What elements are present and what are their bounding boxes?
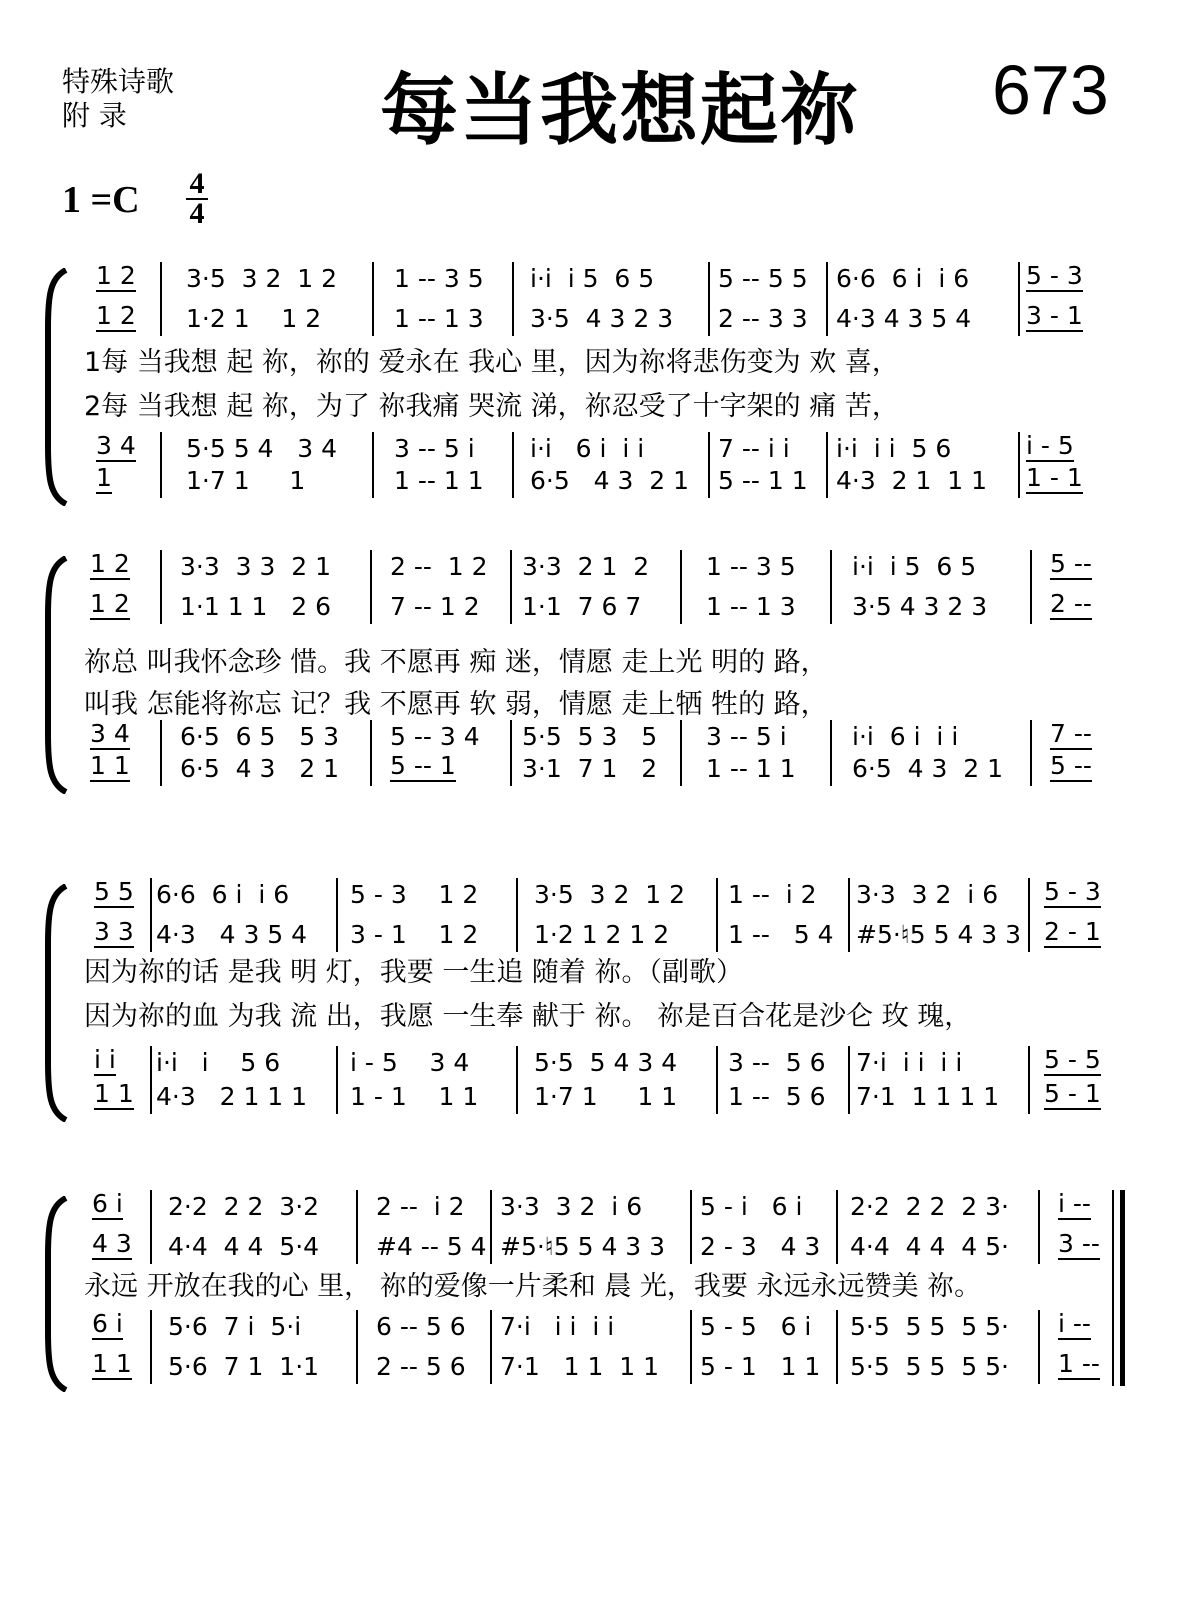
measure-3: 3 -- 5 i (394, 434, 475, 463)
notation-row-4 (0, 1080, 1200, 1114)
bar-line (160, 262, 162, 336)
measure-2: 3·3 3 3 2 1 (180, 552, 332, 581)
bar-line (372, 432, 374, 498)
measure-2: 6·5 4 3 2 1 (180, 754, 340, 783)
measure-1: 1 1 (90, 751, 130, 780)
bar-line (510, 550, 512, 624)
bar-line (826, 262, 828, 336)
measure-1: 1 1 (92, 1349, 132, 1378)
bar-line (370, 720, 372, 786)
measure-2: 6·6 6 i i 6 (156, 880, 290, 909)
notation-row-1 (0, 262, 1200, 296)
bar-line (150, 1190, 152, 1264)
measure-7: 3 - 1 (1026, 301, 1083, 330)
bar-line (690, 1310, 692, 1384)
measure-3: 3 - 1 1 2 (350, 920, 479, 949)
measure-5: 1 -- 3 5 (706, 552, 796, 581)
measure-6: 3·5 4 3 2 3 (852, 592, 988, 621)
notation-row-2 (0, 302, 1200, 336)
measure-6: 2·2 2 2 2 3· (850, 1192, 1010, 1221)
bar-line (160, 432, 162, 498)
measure-7: 1 -- (1058, 1349, 1100, 1378)
notation-row-4 (0, 752, 1200, 786)
bar-line (830, 550, 832, 624)
measure-6: 5·5 5 5 5 5· (850, 1312, 1010, 1341)
notation-row-4 (0, 1350, 1200, 1384)
measure-3: 7 -- 1 2 (390, 592, 480, 621)
measure-7: 1 - 1 (1026, 463, 1083, 492)
measure-5: 1 -- 1 1 (706, 754, 796, 783)
measure-6: 3·3 3 2 i 6 (856, 880, 999, 909)
bar-line (490, 1310, 492, 1384)
measure-2: 5·6 7 i 5·i (168, 1312, 302, 1341)
bar-line (680, 550, 682, 624)
bar-line (1028, 878, 1030, 952)
measure-3: 1 - 1 1 1 (350, 1082, 479, 1111)
bar-line (836, 1310, 838, 1384)
measure-6: 7·i i i i i (856, 1048, 963, 1077)
time-numerator: 4 (189, 167, 205, 200)
bar-line (1018, 262, 1020, 336)
measure-4: 3·3 2 1 2 (522, 552, 650, 581)
measure-6: 4·3 4 3 5 4 (836, 304, 972, 333)
measure-3: 5 -- 3 4 (390, 722, 480, 751)
lyric-line-1: 1每 当我想 起 祢，祢的 爱永在 我心 里，因为祢将悲伤变为 欢 喜， (84, 347, 899, 378)
measure-4: 5·5 5 3 5 (522, 722, 658, 751)
bar-line (1028, 1046, 1030, 1114)
measure-1: 6 i (92, 1309, 123, 1338)
measure-2: 2·2 2 2 3·2 (168, 1192, 320, 1221)
measure-5: 1 -- 5 6 (728, 1082, 826, 1111)
lyric-line-1: 因为祢的话 是我 明 灯，我要 一生追 随着 祢。（副歌） (84, 957, 743, 988)
measure-3: 5 - 3 1 2 (350, 880, 479, 909)
bar-line (1038, 1310, 1040, 1384)
measure-4: 3·5 4 3 2 3 (530, 304, 674, 333)
bar-line (512, 262, 514, 336)
notation-row-3 (0, 1046, 1200, 1080)
bar-line (160, 720, 162, 786)
measure-4: 1·7 1 1 1 (534, 1082, 678, 1111)
bar-line (150, 1046, 152, 1114)
measure-4: 3·5 3 2 1 2 (534, 880, 686, 909)
key-signature: 1 =C (62, 179, 140, 221)
measure-1: 1 2 (90, 589, 130, 618)
measure-7: 5 -- (1050, 751, 1092, 780)
measure-1: 3 4 (90, 719, 130, 748)
measure-3: 1 -- 3 5 (394, 264, 484, 293)
bar-line (150, 878, 152, 952)
bar-line (336, 1046, 338, 1114)
notation-row-2 (0, 918, 1200, 952)
measure-5: 1 -- 5 4 (728, 920, 834, 949)
final-barline (1112, 1190, 1125, 1386)
measure-5: 3 -- 5 i (706, 722, 787, 751)
measure-4: i·i i 5 6 5 (530, 264, 655, 293)
measure-3: 6 -- 5 6 (376, 1312, 466, 1341)
lyric-line-2: 因为祢的血 为我 流 出，我愿 一生奉 献于 祢。 祢是百合花是沙仑 玫 瑰， (84, 1001, 972, 1032)
measure-6: i·i 6 i i i (852, 722, 959, 751)
measure-1: 1 2 (96, 261, 136, 290)
measure-6: 4·3 2 1 1 1 (836, 466, 988, 495)
measure-6: i·i i 5 6 5 (852, 552, 977, 581)
bar-line (708, 262, 710, 336)
measure-1: 3 4 (96, 431, 136, 460)
measure-7: 2 -- (1050, 589, 1092, 618)
bar-line (372, 262, 374, 336)
measure-3: 2 -- 1 2 (390, 552, 488, 581)
bar-line (1030, 720, 1032, 786)
measure-3: 2 -- i 2 (376, 1192, 465, 1221)
measure-2: 4·3 2 1 1 1 (156, 1082, 308, 1111)
measure-4: 3·3 3 2 i 6 (500, 1192, 643, 1221)
measure-4: #5·♮5 5 4 3 3 (500, 1232, 666, 1261)
measure-4: 3·1 7 1 2 (522, 754, 658, 783)
bar-line (160, 550, 162, 624)
measure-5: 2 - 3 4 3 (700, 1232, 821, 1261)
measure-7: 5 - 5 (1044, 1045, 1101, 1074)
bar-line (826, 432, 828, 498)
lyric-line-1: 祢总 叫我怀念珍 惜。我 不愿再 痴 迷，情愿 走上光 明的 路， (84, 647, 828, 678)
measure-6: i·i i i 5 6 (836, 434, 952, 463)
bar-line (716, 878, 718, 952)
bar-line (1038, 1190, 1040, 1264)
measure-7: 5 -- (1050, 549, 1092, 578)
notation-row-2 (0, 1230, 1200, 1264)
bar-line (690, 1190, 692, 1264)
measure-4: 7·1 1 1 1 1 (500, 1352, 660, 1381)
measure-2: 4·3 4 3 5 4 (156, 920, 308, 949)
measure-7: 3 -- (1058, 1229, 1100, 1258)
bar-line (1018, 432, 1020, 498)
notation-row-3 (0, 432, 1200, 466)
notation-row-1 (0, 550, 1200, 584)
notation-row-3 (0, 1310, 1200, 1344)
measure-7: 2 - 1 (1044, 917, 1101, 946)
measure-3: 2 -- 5 6 (376, 1352, 466, 1381)
bar-line (516, 1046, 518, 1114)
measure-6: #5·♮5 5 4 3 3 (856, 920, 1022, 949)
category-line-2: 附 录 (62, 99, 127, 132)
measure-6: 4·4 4 4 4 5· (850, 1232, 1010, 1261)
bar-line (716, 1046, 718, 1114)
lyric-line-2: 2每 当我想 起 祢，为了 祢我痛 哭流 涕，祢忍受了十字架的 痛 苦， (84, 391, 899, 422)
measure-5: 1 -- 1 3 (706, 592, 796, 621)
measure-1: 1 2 (96, 301, 136, 330)
bar-line (356, 1190, 358, 1264)
measure-2: 4·4 4 4 5·4 (168, 1232, 320, 1261)
bar-line (848, 878, 850, 952)
measure-1: 1 1 (94, 1079, 134, 1108)
measure-1: 5 5 (94, 877, 134, 906)
measure-1: 3 3 (94, 917, 134, 946)
bar-line (510, 720, 512, 786)
measure-4: i·i 6 i i i (530, 434, 645, 463)
measure-3: i - 5 3 4 (350, 1048, 470, 1077)
measure-2: i·i i 5 6 (156, 1048, 281, 1077)
measure-7: i -- (1058, 1189, 1091, 1218)
bar-line (1030, 550, 1032, 624)
lyric-line-2: 叫我 怎能将祢忘 记？我 不愿再 软 弱，情愿 走上牺 牲的 路， (84, 689, 828, 720)
measure-1: 4 3 (92, 1229, 132, 1258)
bar-line (370, 550, 372, 624)
measure-1: 1 2 (90, 549, 130, 578)
bar-line (830, 720, 832, 786)
bar-line (708, 432, 710, 498)
measure-1: i i (94, 1045, 116, 1074)
measure-6: 6·5 4 3 2 1 (852, 754, 1004, 783)
measure-4: 1·2 1 2 1 2 (534, 920, 670, 949)
bar-line (516, 878, 518, 952)
measure-5: 5 -- 5 5 (718, 264, 808, 293)
measure-6: 7·1 1 1 1 1 (856, 1082, 1000, 1111)
measure-7: 7 -- (1050, 719, 1092, 748)
measure-5: 7 -- i i (718, 434, 790, 463)
measure-1: 1 (96, 463, 112, 492)
notation-row-3 (0, 720, 1200, 754)
measure-2: 1·7 1 1 (186, 466, 306, 495)
measure-3: 5 -- 1 (390, 751, 456, 780)
bar-line (848, 1046, 850, 1114)
measure-6: 5·5 5 5 5 5· (850, 1352, 1010, 1381)
notation-row-1 (0, 878, 1200, 912)
measure-2: 5·6 7 1 1·1 (168, 1352, 320, 1381)
bar-line (356, 1310, 358, 1384)
measure-2: 1·2 1 1 2 (186, 304, 322, 333)
bar-line (150, 1310, 152, 1384)
measure-4: 6·5 4 3 2 1 (530, 466, 690, 495)
notation-row-4 (0, 464, 1200, 498)
measure-4: 7·i i i i i (500, 1312, 615, 1341)
bar-line (512, 432, 514, 498)
measure-2: 3·5 3 2 1 2 (186, 264, 338, 293)
bar-line (336, 878, 338, 952)
measure-5: 3 -- 5 6 (728, 1048, 826, 1077)
measure-3: 1 -- 1 3 (394, 304, 484, 333)
measure-2: 1·1 1 1 2 6 (180, 592, 332, 621)
measure-7: i -- (1058, 1309, 1091, 1338)
measure-2: 5·5 5 4 3 4 (186, 434, 338, 463)
measure-4: 1·1 7 6 7 (522, 592, 642, 621)
lyric-line-1: 永远 开放在我的心 里， 祢的爱像一片柔和 晨 光，我要 永远永远赞美 祢。 (84, 1271, 982, 1302)
bar-line (836, 1190, 838, 1264)
measure-7: 5 - 1 (1044, 1079, 1101, 1108)
measure-2: 6·5 6 5 5 3 (180, 722, 340, 751)
category-line-1: 特殊诗歌 (62, 65, 175, 98)
bar-line (490, 1190, 492, 1264)
notation-row-1 (0, 1190, 1200, 1224)
measure-7: 5 - 3 (1026, 261, 1083, 290)
measure-5: 5 - i 6 i (700, 1192, 803, 1221)
measure-4: 5·5 5 4 3 4 (534, 1048, 678, 1077)
time-denominator: 4 (189, 197, 205, 230)
measure-5: 2 -- 3 3 (718, 304, 808, 333)
measure-5: 5 -- 1 1 (718, 466, 808, 495)
measure-5: 5 - 5 6 i (700, 1312, 812, 1341)
measure-3: 1 -- 1 1 (394, 466, 484, 495)
time-signature (186, 167, 208, 230)
measure-5: 5 - 1 1 1 (700, 1352, 821, 1381)
measure-3: #4 -- 5 4 (376, 1232, 487, 1261)
measure-6: 6·6 6 i i 6 (836, 264, 970, 293)
hymn-number: 673 (992, 51, 1109, 129)
measure-1: 6 i (92, 1189, 123, 1218)
measure-5: 1 -- i 2 (728, 880, 817, 909)
measure-7: i - 5 (1026, 431, 1074, 460)
notation-row-2 (0, 590, 1200, 624)
bar-line (680, 720, 682, 786)
measure-7: 5 - 3 (1044, 877, 1101, 906)
hymn-title: 每当我想起祢 (380, 66, 861, 156)
